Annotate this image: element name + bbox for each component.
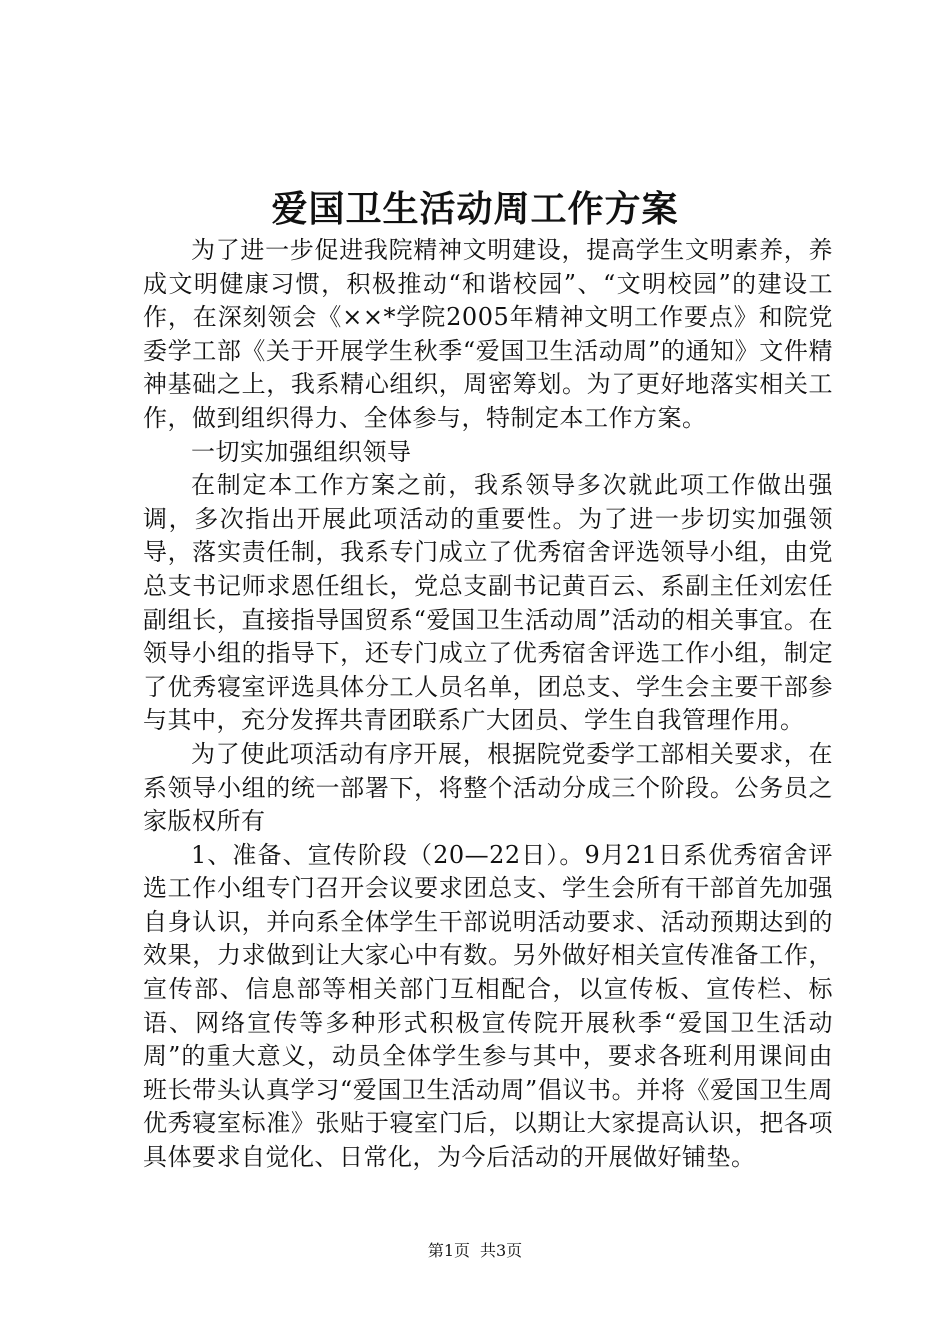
page-number: 第1页 (427, 1241, 470, 1260)
paragraph-intro: 为了进一步促进我院精神文明建设，提高学生文明素养，养成文明健康习惯，积极推动“和谐校园”、“文明校园”的建设工作，在深刻领会《××*学院2005年精神文明工作要点》和院党委学工部《关于开展学生秋季“爱国卫生活动周”的通知》文件精神基础之上，我系精心组织，周密筹划。为了更好地落实相关工作，做到组织得力、全体参与，特制定本工作方案。 (143, 236, 833, 432)
paragraph-stages: 为了使此项活动有序开展，根据院党委学工部相关要求，在系领导小组的统一部署下，将整个活动分成三个阶段。公务员之家版权所有 (143, 739, 833, 836)
page-footer (0, 1240, 950, 1262)
section-heading-organization: 一切实加强组织领导 (191, 437, 412, 466)
paragraph-leadership: 在制定本工作方案之前，我系领导多次就此项工作做出强调，多次指出开展此项活动的重要性。为了进一步切实加强领导，落实责任制，我系专门成立了优秀宿舍评选领导小组，由党总支书记师求恩任组长，党总支副书记黄百云、系副主任刘宏任副组长，直接指导国贸系“爱国卫生活动周”活动的相关事宜。在领导小组的指导下，还专门成立了优秀宿舍评选工作小组，制定了优秀寝室评选具体分工人员名单，团总支、学生会主要干部参与其中，充分发挥共青团联系广大团员、学生自我管理作用。 (143, 471, 833, 735)
document-title: 爱国卫生活动周工作方案 (271, 188, 679, 230)
document-body (143, 234, 833, 1175)
paragraph-preparation-stage: 1、准备、宣传阶段（20—22日）。9月21日系优秀宿舍评选工作小组专门召开会议要求团总支、学生会所有干部首先加强自身认识，并向系全体学生干部说明活动要求、活动预期达到的效果，力求做到让大家心中有数。另外做好相关宣传准备工作，宣传部、信息部等相关部门互相配合，以宣传板、宣传栏、标语、网络宣传等多种形式积极宣传院开展秋季“爱国卫生活动周”的重大意义，动员全体学生参与其中，要求各班利用课间由班长带头认真学习“爱国卫生活动周”倡议书。并将《爱国卫生周优秀寝室标准》张贴于寝室门后，以期让大家提高认识，把各项具体要求自觉化、日常化，为今后活动的开展做好铺垫。 (143, 840, 833, 1172)
page-total: 共3页 (480, 1241, 523, 1260)
